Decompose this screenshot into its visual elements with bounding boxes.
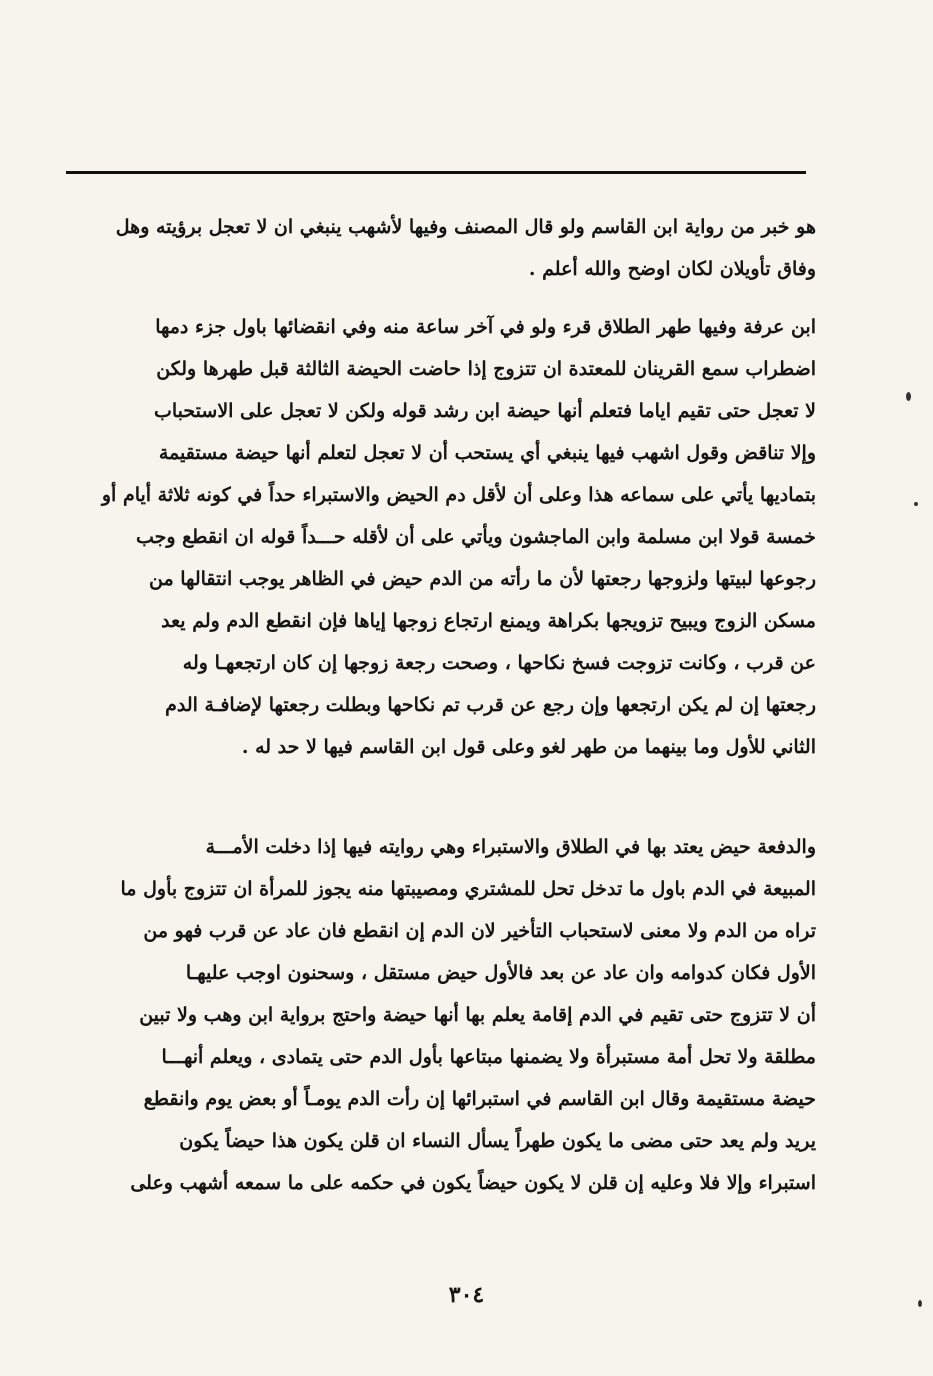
text-line: رجعتها إن لم يكن ارتجعها وإن رجع عن قرب تم نكاحها وبطلت رجعتها لإضافـة الدم: [165, 694, 816, 716]
text-line: هو خبر من رواية ابن القاسم ولو قال المصنف وفيها لأشهب ينبغي ان لا تعجل برؤيته وهل: [115, 216, 816, 238]
text-line: مسكن الزوج ويبيح تزويجها بكراهة ويمنع ارتجاع زوجها إياها فإن انقطع الدم ولم يعد: [161, 610, 816, 632]
paragraph-2: [66, 306, 816, 768]
text-line: رجوعها لبيتها ولزوجها رجعتها لأن ما رأته من الدم حيض في الظاهر يوجب انتقالها من: [149, 568, 816, 590]
text-line: لا تعجل حتى تقيم اياما فتعلم أنها حيضة ابن رشد قوله ولكن لا تعجل على الاستحباب: [154, 400, 816, 422]
text-line: حيضة مستقيمة وقال ابن القاسم في استبرائها إن رأت الدم يومـاً أو بعض يوم وانقطع: [143, 1088, 816, 1110]
text-line: بتماديها يأتي على سماعه هذا وعلى أن لأقل دم الحيض والاستبراء حداً في كونه ثلاثة أيام أو: [101, 484, 816, 506]
scan-speck: [906, 392, 911, 401]
text-line: أن لا تتزوج حتى تقيم في الدم إقامة يعلم بها أنها حيضة واحتج برواية ابن وهب ولا تبين: [139, 1004, 816, 1026]
paragraph-3: [66, 826, 816, 1204]
text-line: مطلقة ولا تحل أمة مستبرأة ولا يضمنها مبتاعها بأول الدم حتى يتمادى ، ويعلم أنهـــا: [161, 1046, 816, 1068]
text-line: الأول فكان كدوامه وان عاد عن بعد فالأول حيض مستقل ، وسحنون اوجب عليهـا: [185, 962, 816, 984]
paragraph-1: [66, 206, 816, 290]
header-rule: [66, 171, 806, 174]
text-line: الثاني للأول وما بينهما من طهر لغو وعلى قول ابن القاسم فيها لا حد له .: [241, 736, 816, 758]
text-line: يريد ولم يعد حتى مضى ما يكون طهراً يسأل النساء ان قلن يكون هذا حيضاً يكون: [179, 1130, 816, 1152]
text-line: تراه من الدم ولا معنى لاستحباب التأخير لان الدم إن انقطع فان عاد عن قرب فهو من: [143, 920, 816, 942]
text-line: والدفعة حيض يعتد بها في الطلاق والاستبراء وهي روايته فيها إذا دخلت الأمـــة: [205, 836, 816, 858]
text-line: اضطراب سمع القرينان للمعتدة ان تتزوج إذا حاضت الحيضة الثالثة قبل طهرها ولكن: [156, 358, 816, 380]
text-line: ابن عرفة وفيها طهر الطلاق قرء ولو في آخر ساعة منه وفي انقضائها باول جزء دمها: [155, 316, 816, 338]
text-line: عن قرب ، وكانت تزوجت فسخ نكاحها ، وصحت رجعة زوجها إن كان ارتجعهـا وله: [182, 652, 816, 674]
text-line: المبيعة في الدم باول ما تدخل تحل للمشتري ومصيبتها منه يجوز للمرأة ان تتزوج بأول ما: [120, 878, 816, 900]
text-line: استبراء وإلا فلا وعليه إن قلن لا يكون حيضاً يكون في حكمه على ما سمعه أشهب وعلى: [130, 1172, 816, 1194]
text-line: وإلا تناقض وقول اشهب فيها ينبغي أي يستحب أن لا تعجل لتعلم أنها حيضة مستقيمة: [158, 442, 816, 464]
text-line: خمسة قولا ابن مسلمة وابن الماجشون ويأتي على أن لأقله حـــداً قوله ان انقطع وجب: [135, 526, 816, 548]
text-line: وفاق تأويلان لكان اوضح والله أعلم .: [528, 258, 816, 280]
scan-speck: [918, 1300, 922, 1307]
scan-speck: [914, 502, 918, 506]
page-number: ٣٠٤: [448, 1282, 485, 1308]
